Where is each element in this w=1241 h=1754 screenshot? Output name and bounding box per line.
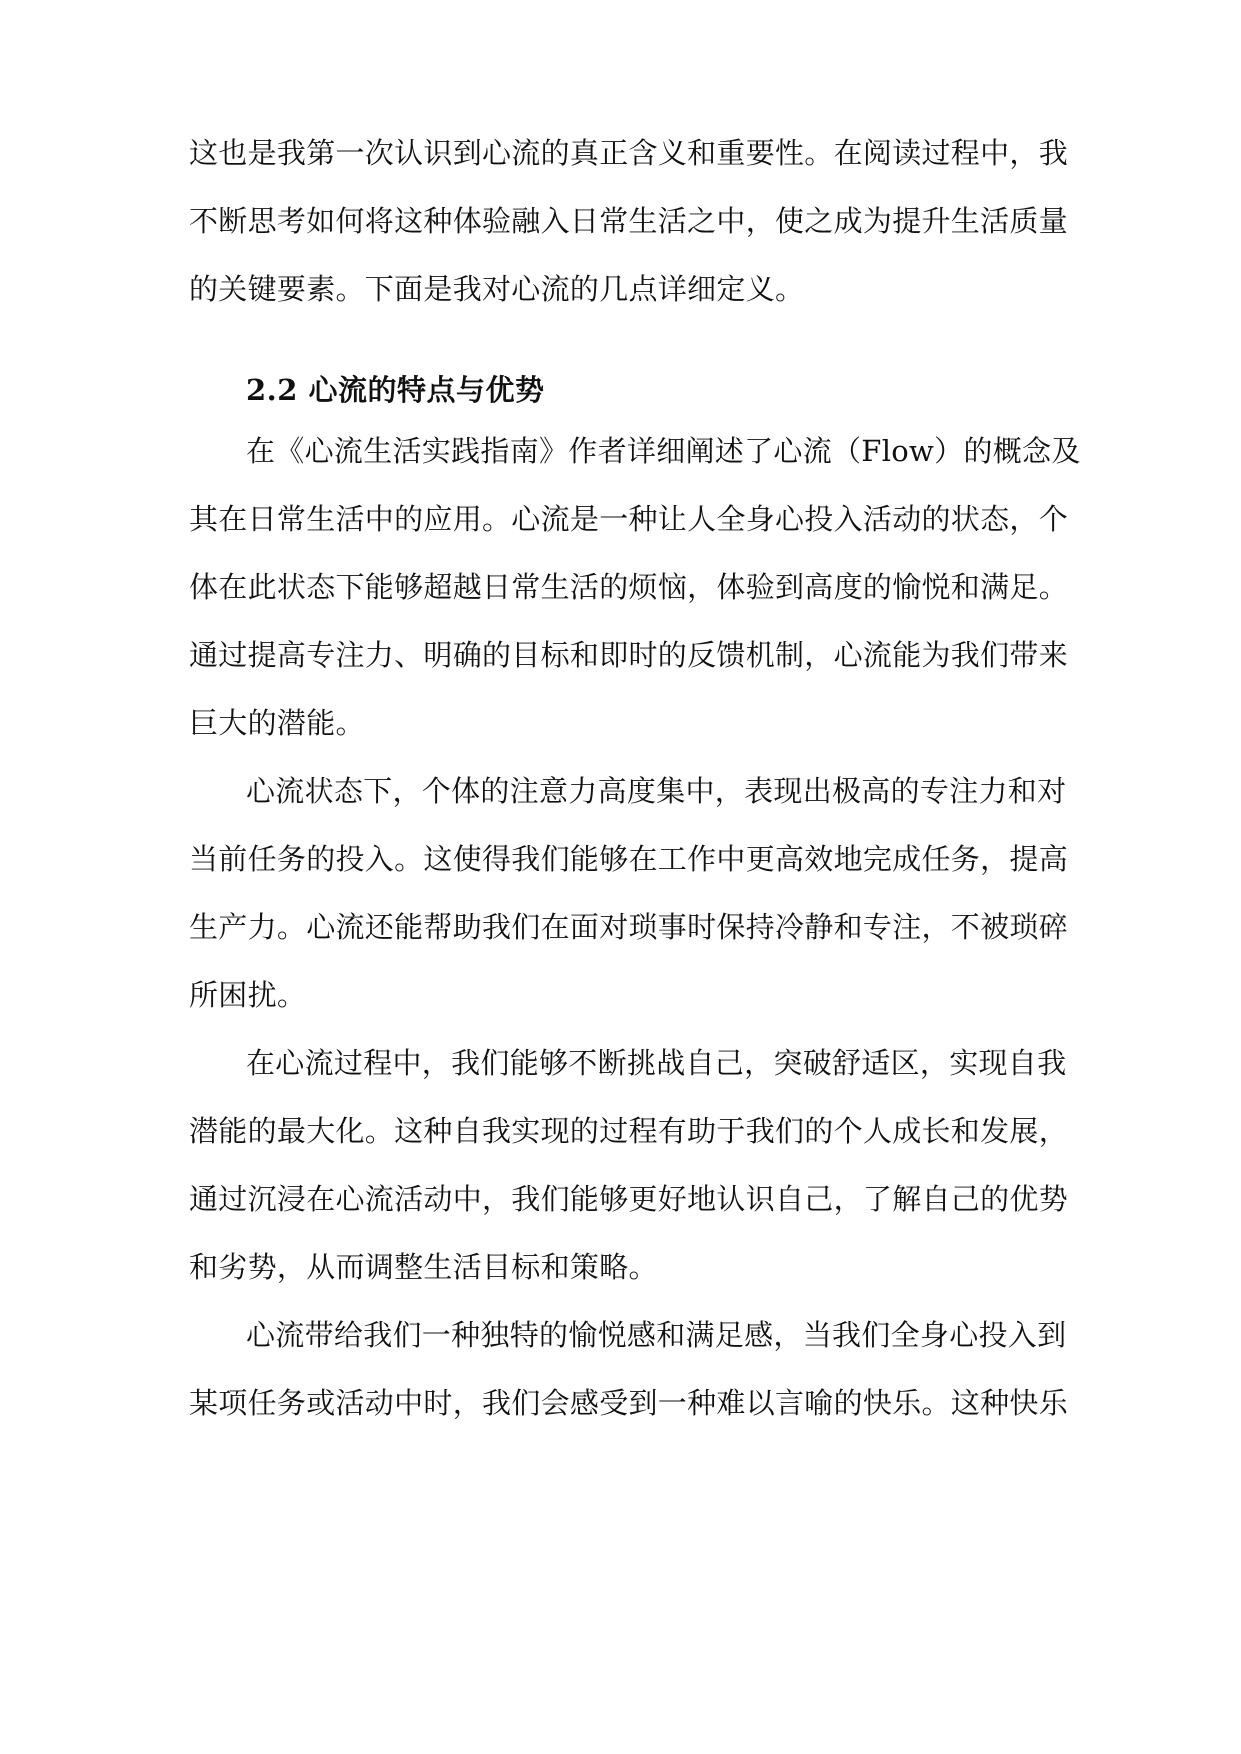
paragraph1-line-4: 通过提高专注力、明确的目标和即时的反馈机制，心流能为我们带来 [189, 638, 1069, 672]
paragraph1-line-1: 在《心流生活实践指南》作者详细阐述了心流（Flow）的概念及 [246, 434, 1081, 468]
paragraph2-line-1: 心流状态下，个体的注意力高度集中，表现出极高的专注力和对 [246, 774, 1067, 808]
paragraph4-line-1: 心流带给我们一种独特的愉悦感和满足感，当我们全身心投入到 [246, 1318, 1067, 1352]
intro-line-3: 的关键要素。下面是我对心流的几点详细定义。 [189, 272, 805, 306]
paragraph2-line-2: 当前任务的投入。这使得我们能够在工作中更高效地完成任务，提高 [189, 842, 1069, 876]
intro-line-1: 这也是我第一次认识到心流的真正含义和重要性。在阅读过程中，我 [189, 136, 1069, 170]
paragraph4-line-2: 某项任务或活动中时，我们会感受到一种难以言喻的快乐。这种快乐 [189, 1386, 1069, 1420]
paragraph3-line-2: 潜能的最大化。这种自我实现的过程有助于我们的个人成长和发展， [189, 1114, 1069, 1148]
intro-line-2: 不断思考如何将这种体验融入日常生活之中，使之成为提升生活质量 [189, 204, 1069, 238]
section-heading: 2.2 心流的特点与优势 [246, 373, 545, 407]
paragraph3-line-1: 在心流过程中，我们能够不断挑战自己，突破舒适区，实现自我 [246, 1046, 1067, 1080]
paragraph2-line-3: 生产力。心流还能帮助我们在面对琐事时保持冷静和专注，不被琐碎 [189, 910, 1069, 944]
paragraph1-line-5: 巨大的潜能。 [189, 706, 365, 740]
paragraph1-line-2: 其在日常生活中的应用。心流是一种让人全身心投入活动的状态，个 [189, 502, 1069, 536]
paragraph3-line-3: 通过沉浸在心流活动中，我们能够更好地认识自己，了解自己的优势 [189, 1182, 1069, 1216]
paragraph2-line-4: 所困扰。 [189, 978, 307, 1012]
paragraph3-line-4: 和劣势，从而调整生活目标和策略。 [189, 1250, 658, 1284]
paragraph1-line-3: 体在此状态下能够超越日常生活的烦恼，体验到高度的愉悦和满足。 [189, 570, 1069, 604]
